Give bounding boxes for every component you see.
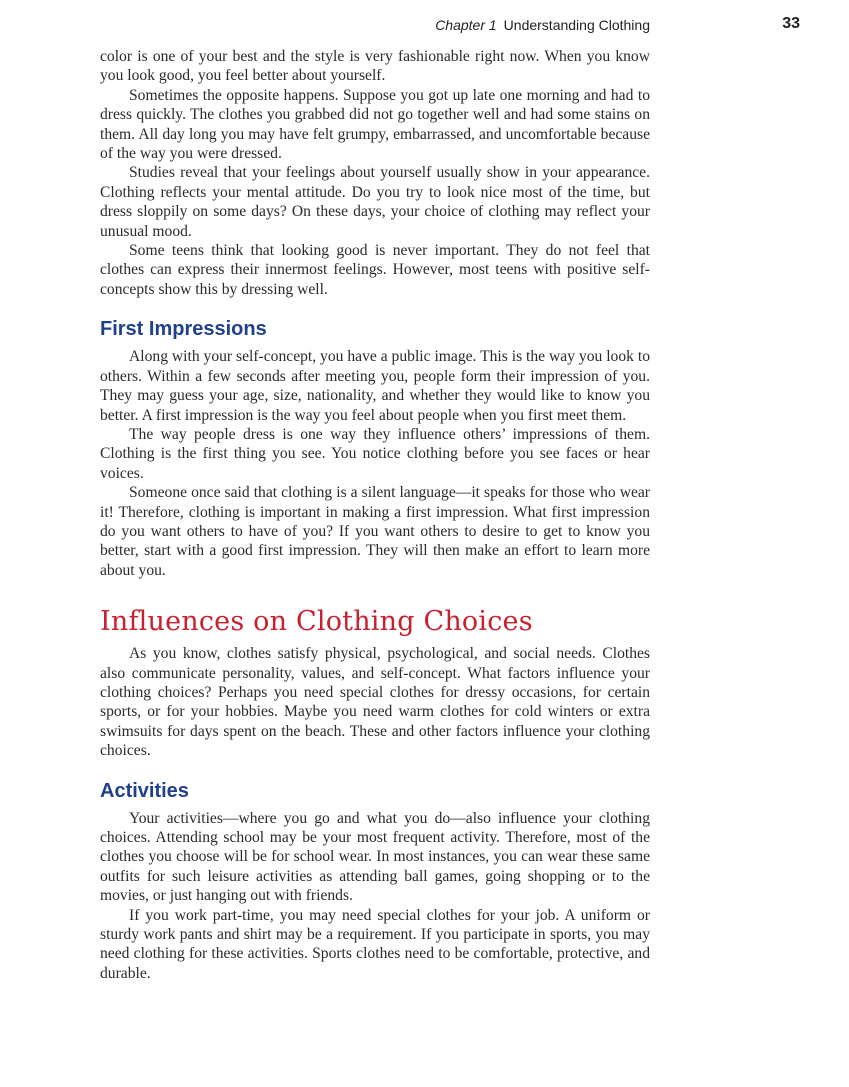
- body-paragraph: Some teens think that looking good is never important. They do not feel that clothes can express their innermost feelings. However, most teens with positive self-concepts show this by dressing well.: [100, 242, 650, 298]
- page-number: 33: [782, 15, 800, 32]
- page-body: [100, 47, 650, 983]
- body-paragraph: Along with your self-concept, you have a public image. This is the way you look to others. Within a few seconds after meeting you, people form their impression of you. They may guess your age, size, nationality, and whether they would like to know you better. A first impression is the way you feel about people when you first meet them.: [100, 348, 650, 424]
- body-paragraph: Your activities—where you go and what you do—also influence your clothing choices. Attending school may be your most frequent activity. Therefore, most of the clothes you choose will be for school wear. In most instances, you can wear these same outfits for such leisure activities as attending ball games, going shopping or to the movies, or just hanging out with friends.: [100, 809, 650, 905]
- chapter-label: Chapter 1: [435, 17, 497, 33]
- section-title-influences: Influences on Clothing Choices: [100, 606, 533, 638]
- body-paragraph: As you know, clothes satisfy physical, psychological, and social needs. Clothes also communicate personality, values, and self-concept. What factors influence your clothing choices? Perhaps you need special clothes for dressy occasions, for certain sports, or for your hobbies. Maybe you need warm clothes for cold winters or extra swimsuits for days spent on the beach. These and other factors influence your clothing choices.: [100, 645, 650, 760]
- body-paragraph: If you work part-time, you may need special clothes for your job. A uniform or sturdy work pants and shirt may be a requirement. If you participate in sports, you may need clothing for these activities. Sports clothes need to be comfortable, protective, and durable.: [100, 906, 650, 982]
- subheading-activities: Activities: [100, 779, 189, 802]
- running-head: [100, 17, 650, 33]
- body-paragraph: Someone once said that clothing is a silent language—it speaks for those who wear it! Therefore, clothing is important in making a first impression. What first impression do you want others to have of you? If you want others to desire to get to know you better, start with a good first impression. They will then make an effort to learn more about you.: [100, 484, 650, 579]
- body-paragraph: Studies reveal that your feelings about yourself usually show in your appearance. Clothing reflects your mental attitude. Do you try to look nice most of the time, but dress sloppily on some days? On these days, your choice of clothing may reflect your unusual mood.: [100, 164, 650, 240]
- subheading-first-impressions: First Impressions: [100, 318, 267, 341]
- body-paragraph: The way people dress is one way they influence others’ impressions of them. Clothing is the first thing you see. You notice clothing before you see faces or hear voices.: [100, 425, 650, 482]
- body-paragraph: Sometimes the opposite happens. Suppose you got up late one morning and had to dress quickly. The clothes you grabbed did not go together well and had some stains on them. All day long you may have felt grumpy, embarrassed, and uncomfortable because of the way you were dressed.: [100, 86, 650, 163]
- chapter-title: Understanding Clothing: [503, 17, 650, 33]
- body-paragraph: color is one of your best and the style is very fashionable right now. When you know you look good, you feel better about yourself.: [100, 48, 650, 85]
